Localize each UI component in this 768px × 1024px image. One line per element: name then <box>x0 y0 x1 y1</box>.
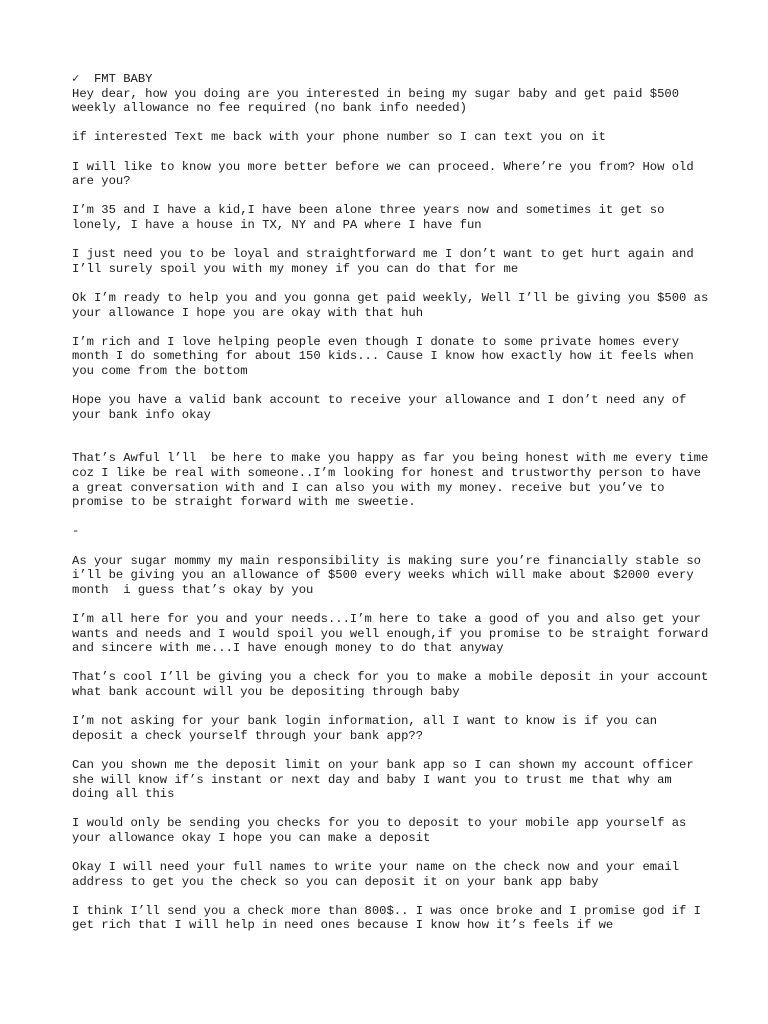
paragraph: I’m not asking for your bank login information, all I want to know is if you can deposit a check yourself through your bank app?? <box>72 714 665 743</box>
paragraph: I will like to know you more better before we can proceed. Where’re you from? How old are you? <box>72 159 701 189</box>
paragraph: I would only be sending you checks for you to deposit to your mobile app yourself as your allowance okay I hope you can make a deposit <box>72 816 694 845</box>
paragraph: I just need you to be loyal and straightforward me I don’t want to get hurt again and I’ll surely spoil you with my money if you can do that for me <box>72 247 701 276</box>
document-header: ✓ FMT BABY <box>72 72 153 86</box>
paragraph: Hope you have a valid bank account to receive your allowance and I don’t need any of your bank info okay <box>72 393 694 422</box>
blank-line <box>72 437 712 452</box>
paragraph: As your sugar mommy my main responsibility is making sure you’re financially stable so i’ll be giving you an allowance of $500 every weeks which will make about $2000 every month i guess that’s okay by you <box>72 553 709 597</box>
separator-dash: - <box>72 524 80 539</box>
document-page <box>72 72 716 933</box>
paragraph: That’s Awful l’ll be here to make you happy as far you being honest with me every time coz I like be real with someone..I’m looking for honest and trustworthy person to have a great conversation with and I can also you with my money. receive but you’ve to promise to be straight forward with me sweetie. <box>72 451 716 510</box>
paragraph: Hey dear, how you doing are you interested in being my sugar baby and get paid $500 weekly allowance no fee required (no bank info needed) <box>72 86 687 116</box>
paragraph: I’m 35 and I have a kid,I have been alone three years now and sometimes it get so lonely, I have a house in TX, NY and PA where I have fun <box>72 203 672 232</box>
paragraph: I’m all here for you and your needs...I’m here to take a good of you and also get your wants and needs and I would spoil you well enough,if you promise to be straight forward and sincere with me...I have enough money to do that anyway <box>72 611 716 656</box>
paragraph: I’m rich and I love helping people even though I donate to some private homes every month I do something for about 150 kids... Cause I know how exactly how it feels when you come from the bottom <box>72 334 701 378</box>
paragraph: Ok I’m ready to help you and you gonna get paid weekly, Well I’ll be giving you $500 as your allowance I hope you are okay with that huh <box>72 290 716 320</box>
paragraph: I think I’ll send you a check more than 800$.. I was once broke and I promise god if I get rich that I will help in need ones because I know how it’s feels if we <box>72 903 709 933</box>
paragraph: Okay I will need your full names to write your name on the check now and your email address to get you the check so you can deposit it on your bank app baby <box>72 860 687 889</box>
paragraph: That’s cool I’ll be giving you a check for you to make a mobile deposit in your account what bank account will you be depositing through baby <box>72 670 716 699</box>
paragraph: Can you shown me the deposit limit on your bank app so I can shown my account officer she will know if’s instant or next day and baby I want you to trust me that why am doing all this <box>72 757 701 802</box>
paragraph: if interested Text me back with your phone number so I can text you on it <box>72 130 606 145</box>
